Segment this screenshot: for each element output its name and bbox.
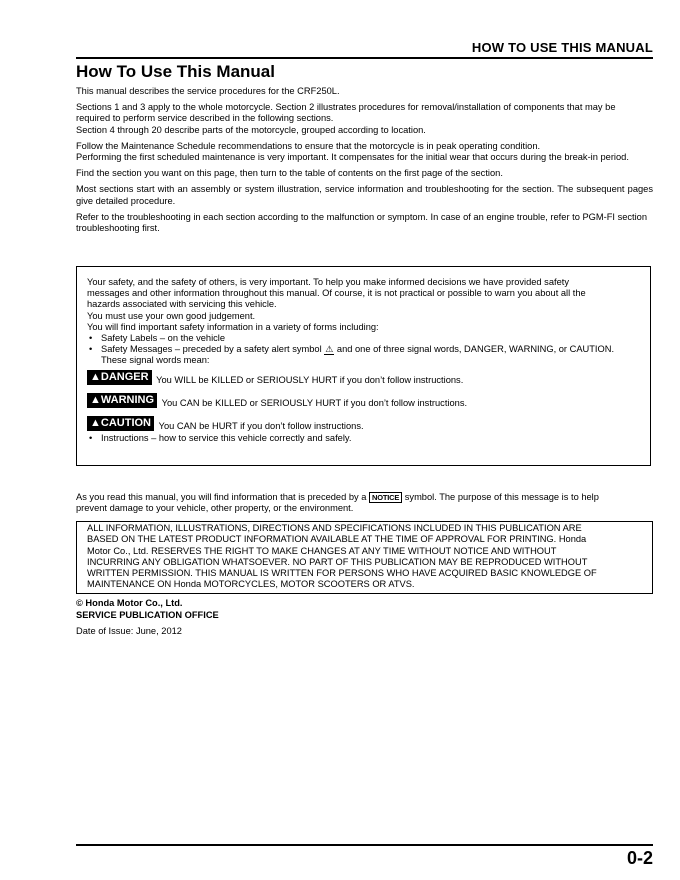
intro-paragraph [76,102,653,136]
running-header: HOW TO USE THIS MANUAL [471,40,653,55]
safety-list [87,433,640,444]
footer-rule [76,844,653,846]
text-line: required to perform service described in the following sections. [76,113,334,124]
intro-paragraph: Find the section you want on this page, then turn to the table of contents on the first page of the section. [76,168,503,179]
safety-list [87,333,640,367]
notice-paragraph: As you read this manual, you will find information that is preceded by a NOTICE symbol. The purpose of this message is to help prevent damage to your vehicle, other property, or the environment. [76,492,599,514]
list-item: • Instructions – how to service this vehicle correctly and safely. [87,433,640,444]
legal-line: WRITTEN PERMISSION. THIS MANUAL IS WRITTEN FOR PERSONS WHO HAVE ACQUIRED BASIC KNOWLEDGE OF [87,568,597,579]
danger-text: You WILL be KILLED or SERIOUSLY HURT if you don’t follow instructions. [156,374,464,385]
intro-paragraph: This manual describes the service procedures for the CRF250L. [76,86,340,96]
warning-label: ▲WARNING [87,393,157,408]
signal-words [87,370,640,433]
safety-alert-icon: ⚠ [325,344,334,355]
text-line: Your safety, and the safety of others, is very important. To help you make informed decisions we have provided safety [87,277,569,287]
publisher-block [76,598,219,621]
legal-line: Motor Co., Ltd. RESERVES THE RIGHT TO MAKE CHANGES AT ANY TIME WITHOUT NOTICE AND WITHOUT [87,545,557,556]
safety-box [76,266,651,466]
text-line: messages and other information throughout this manual. Of course, it is not practical or possible to warn you about all the [87,288,586,299]
signal-caution [87,416,640,433]
list-item: • Safety Labels – on the vehicle [87,333,640,344]
intro-paragraph [76,141,653,163]
legal-notice-box [76,521,653,594]
text-line: Section 4 through 20 describe parts of the motorcycle, grouped according to location. [76,124,426,135]
warning-text: You CAN be KILLED or SERIOUSLY HURT if you don’t follow instructions. [161,397,468,408]
danger-label: ▲DANGER [87,370,152,385]
intro-paragraph: Most sections start with an assembly or system illustration, service information and troubleshooting for the section. The subsequent pages give detailed procedure. [76,184,653,206]
legal-line: INCURRING ANY OBLIGATION WHATSOEVER. NO PART OF THIS PUBLICATION MAY BE REPRODUCED WITHOUT [87,556,588,567]
text-line: Sections 1 and 3 apply to the whole motorcycle. Section 2 illustrates procedures for removal/installation of components that may be [76,102,616,113]
caution-label: ▲CAUTION [87,416,154,431]
text-line: Follow the Maintenance Schedule recommendations to ensure that the motorcycle is in peak operating condition. [76,140,541,151]
signal-danger [87,370,640,393]
legal-line: BASED ON THE LATEST PRODUCT INFORMATION AVAILABLE AT THE TIME OF APPROVAL FOR PRINTING. Honda [87,534,587,545]
header-rule [76,57,653,59]
text-line: Performing the first scheduled maintenance is very important. It compensates for the initial wear that occurs during the break-in period. [76,152,629,163]
publication-office: SERVICE PUBLICATION OFFICE [76,609,219,620]
page-title: How To Use This Manual [76,62,275,81]
legal-line: MAINTENANCE ON Honda MOTORCYCLES, MOTOR SCOOTERS OR ATVS. [87,579,415,590]
notice-icon: NOTICE [369,492,402,503]
issue-date: Date of Issue: June, 2012 [76,626,182,636]
legal-line: ALL INFORMATION, ILLUSTRATIONS, DIRECTIONS AND SPECIFICATIONS INCLUDED IN THIS PUBLICATION ARE [87,523,582,533]
list-item: • Safety Messages – preceded by a safety alert symbol ⚠ and one of three signal words, DANGER, WARNING, or CAUTION. These signal words mean: [87,344,640,366]
text-line: You must use your own good judgement. [87,310,256,321]
intro-section [76,86,653,239]
intro-paragraph: Refer to the troubleshooting in each section according to the malfunction or symptom. In case of an engine trouble, refer to PGM-FI section troubleshooting first. [76,211,648,234]
caution-text: You CAN be HURT if you don’t follow instructions. [158,420,364,431]
text-line: hazards associated with servicing this vehicle. [87,299,277,310]
signal-warning [87,393,640,416]
copyright: © Honda Motor Co., Ltd. [76,598,183,608]
page-number: 0-2 [626,848,653,868]
text-line: You will find important safety information in a variety of forms including: [87,321,379,332]
